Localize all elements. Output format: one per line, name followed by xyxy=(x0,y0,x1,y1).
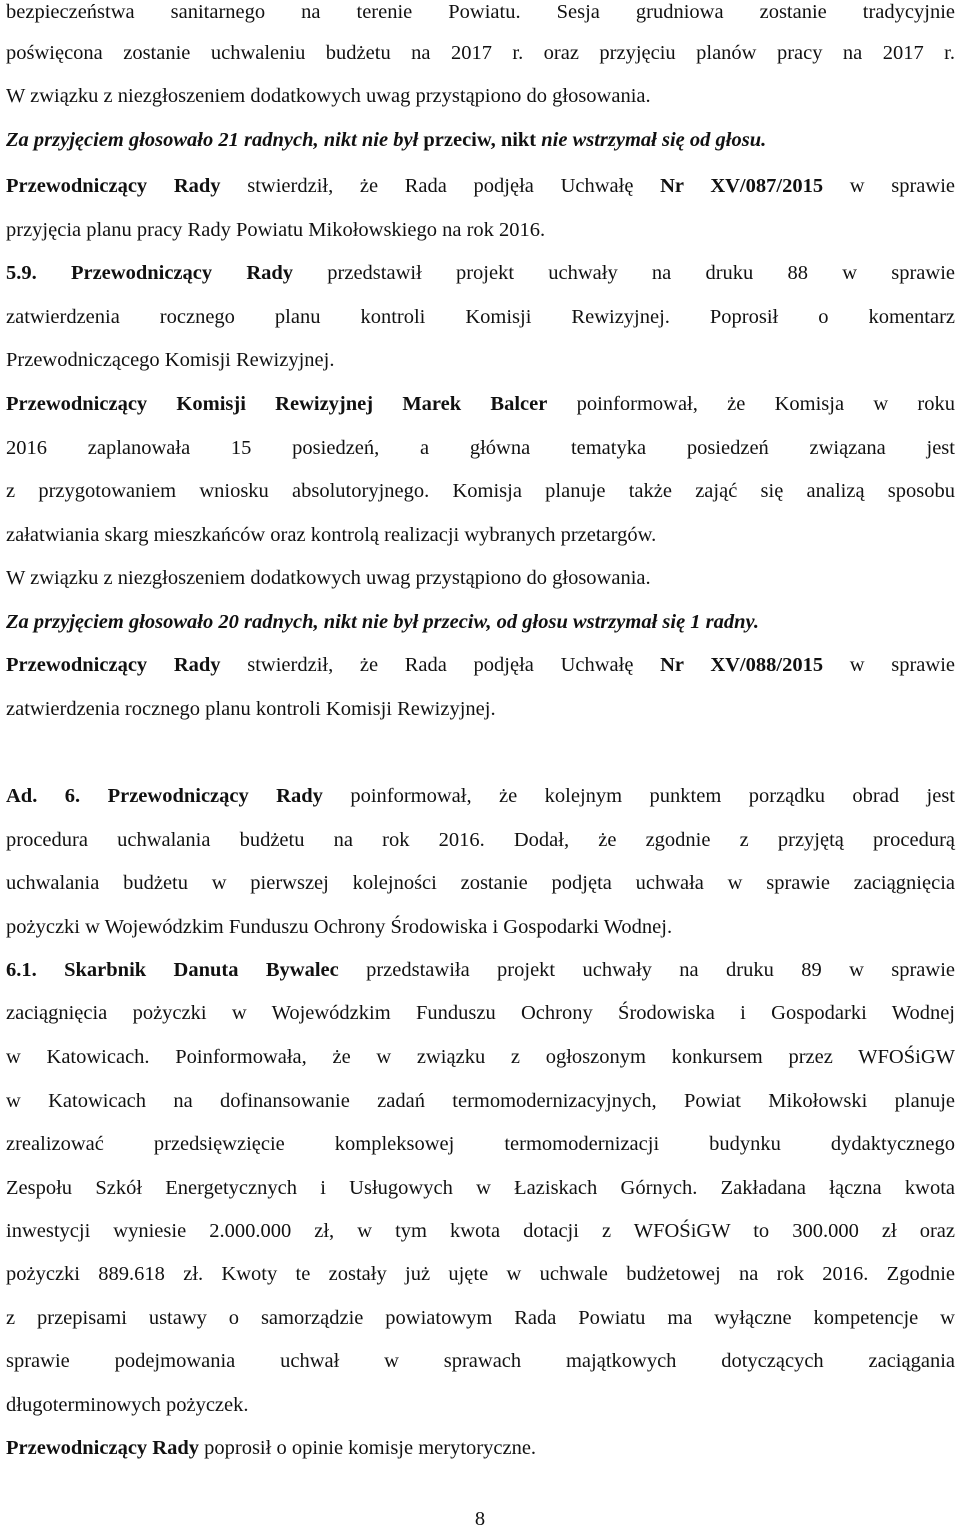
text-segment: zatwierdzenia rocznego planu kontroli Komisji Rewizyjnej. xyxy=(6,698,496,720)
text-line xyxy=(6,1173,955,1203)
text-segment: długoterminowych pożyczek. xyxy=(6,1394,249,1416)
text-line xyxy=(6,389,955,419)
text-line xyxy=(6,1129,955,1159)
text-segment: procedura uchwalania budżetu na rok 2016. Dodał, że zgodnie z przyjętą procedurą xyxy=(6,829,955,851)
text-line xyxy=(6,258,955,288)
text-segment: w sprawie xyxy=(823,654,955,676)
text-line xyxy=(6,998,955,1028)
text-segment: poinformował, że Komisja w roku xyxy=(547,393,955,415)
text-segment: Za przyjęciem głosowało 21 radnych, nikt nie był xyxy=(6,129,424,151)
text-line xyxy=(6,955,955,985)
text-line xyxy=(6,125,955,155)
text-segment: w Katowicach. Poinformowała, że w związku z ogłoszonym konkursem przez WFOŚiGW xyxy=(6,1046,955,1068)
text-segment: w Katowicach na dofinansowanie zadań termomodernizacyjnych, Powiat Mikołowski planuje xyxy=(6,1090,955,1112)
text-segment: pożyczki w Wojewódzkim Funduszu Ochrony Środowiska i Gospodarki Wodnej. xyxy=(6,916,673,938)
text-line xyxy=(6,476,955,506)
text-segment: pożyczki 889.618 zł. Kwoty te zostały już ujęte w uchwale budżetowej na rok 2016. Zgodnie xyxy=(6,1263,955,1285)
text-line xyxy=(6,433,955,463)
text-segment: Nr XV/088/2015 xyxy=(660,654,824,676)
text-line xyxy=(6,0,955,27)
text-line xyxy=(6,345,955,375)
text-segment: z przygotowaniem wniosku absolutoryjnego. Komisja planuje także zająć się analizą sposobu xyxy=(6,480,955,502)
text-segment: stwierdził, że Rada podjęła Uchwałę xyxy=(220,654,661,676)
text-line xyxy=(6,607,955,637)
text-segment: w sprawie xyxy=(823,175,955,197)
text-line xyxy=(6,781,955,811)
text-segment: stwierdził, że Rada podjęła Uchwałę xyxy=(220,175,661,197)
text-segment: zaciągnięcia pożyczki w Wojewódzkim Funduszu Ochrony Środowiska i Gospodarki Wodnej xyxy=(6,1002,955,1024)
text-line xyxy=(6,215,955,245)
text-line xyxy=(6,1086,955,1116)
text-segment: inwestycji wyniesie 2.000.000 zł, w tym kwota dotacji z WFOŚiGW to 300.000 zł oraz xyxy=(6,1220,955,1242)
text-segment: W związku z niezgłoszeniem dodatkowych uwag przystąpiono do głosowania. xyxy=(6,567,651,589)
text-line xyxy=(6,912,955,942)
text-segment: 2016 zaplanowała 15 posiedzeń, a główna tematyka posiedzeń związana jest xyxy=(6,437,955,459)
text-line xyxy=(6,1216,955,1246)
text-segment: poświęcona zostanie uchwaleniu budżetu na 2017 r. oraz przyjęciu planów pracy na 2017 r. xyxy=(6,42,955,64)
text-segment: przeciw xyxy=(423,129,491,151)
text-segment: przedstawiła projekt uchwały na druku 89 w sprawie xyxy=(338,959,955,981)
text-line xyxy=(6,1390,955,1420)
text-line xyxy=(6,694,955,724)
text-segment: zatwierdzenia rocznego planu kontroli Komisji Rewizyjnej. Poprosił o komentarz xyxy=(6,306,955,328)
text-segment: Przewodniczący Rady xyxy=(6,175,221,197)
text-segment: poinformował, że kolejnym punktem porządku obrad jest xyxy=(322,785,955,807)
text-line xyxy=(6,563,955,593)
text-segment: bezpieczeństwa sanitarnego na terenie Powiatu. Sesja grudniowa zostanie tradycyjnie xyxy=(6,1,955,23)
text-segment: , nikt xyxy=(490,129,542,151)
text-line xyxy=(6,825,955,855)
text-segment: Przewodniczący Rady xyxy=(6,1437,199,1459)
text-line xyxy=(6,38,955,68)
text-segment: załatwiania skarg mieszkańców oraz kontrolą realizacji wybranych przetargów. xyxy=(6,524,657,546)
page-number: 8 xyxy=(474,1508,486,1530)
text-line xyxy=(6,520,955,550)
text-segment: nie wstrzymał się od głosu. xyxy=(541,129,767,151)
text-segment: Za przyjęciem głosowało 20 radnych, nikt nie był przeciw, od głosu wstrzymał się 1 radny. xyxy=(6,611,760,633)
text-segment: z przepisami ustawy o samorządzie powiatowym Rada Powiatu ma wyłączne kompetencje w xyxy=(6,1307,955,1329)
text-segment: poprosił o opinie komisje merytoryczne. xyxy=(199,1437,537,1459)
text-line xyxy=(6,302,955,332)
text-line xyxy=(6,81,955,111)
text-line xyxy=(6,650,955,680)
text-segment: sprawie podejmowania uchwał w sprawach majątkowych dotyczących zaciągania xyxy=(6,1350,955,1372)
text-line xyxy=(6,1346,955,1376)
text-line xyxy=(6,868,955,898)
text-segment: przedstawił projekt uchwały na druku 88 w sprawie xyxy=(293,262,956,284)
text-segment: 6.1. Skarbnik Danuta Bywalec xyxy=(6,959,339,981)
text-line xyxy=(6,171,955,201)
text-segment: Nr XV/087/2015 xyxy=(660,175,824,197)
text-line xyxy=(6,1042,955,1072)
text-segment: przyjęcia planu pracy Rady Powiatu Mikołowskiego na rok 2016. xyxy=(6,219,546,241)
text-segment: zrealizować przedsięwzięcie kompleksowej termomodernizacji budynku dydaktycznego xyxy=(6,1133,955,1155)
text-segment: Przewodniczącego Komisji Rewizyjnej. xyxy=(6,349,335,371)
text-line xyxy=(6,1303,955,1333)
text-segment: Ad. 6. Przewodniczący Rady xyxy=(6,785,323,807)
text-segment: W związku z niezgłoszeniem dodatkowych uwag przystąpiono do głosowania. xyxy=(6,85,651,107)
text-line xyxy=(6,1433,955,1463)
text-segment: Zespołu Szkół Energetycznych i Usługowych w Łaziskach Górnych. Zakładana łączna kwota xyxy=(6,1177,955,1199)
text-line xyxy=(6,1259,955,1289)
text-segment: Przewodniczący Rady xyxy=(6,654,221,676)
text-segment: uchwalania budżetu w pierwszej kolejności zostanie podjęta uchwała w sprawie zaciągnięcia xyxy=(6,872,955,894)
text-segment: 5.9. Przewodniczący Rady xyxy=(6,262,294,284)
text-segment: Przewodniczący Komisji Rewizyjnej Marek Balcer xyxy=(6,393,548,415)
